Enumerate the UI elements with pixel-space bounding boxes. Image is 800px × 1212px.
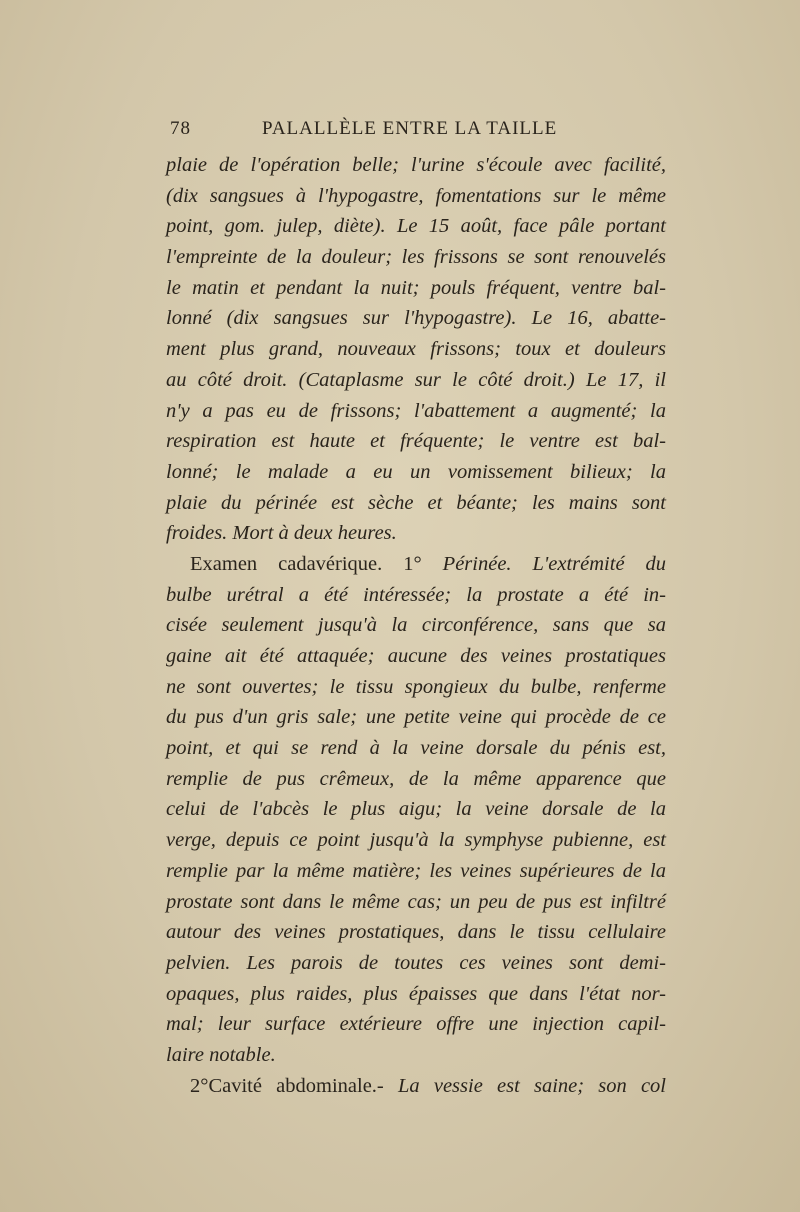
text-line: opaques, plus raides, plus épaisses que dans l'état nor- (166, 982, 666, 1005)
text-line: n'y a pas eu de frissons; l'abattement a augmenté; la (166, 399, 666, 422)
text-line: au côté droit. (Cataplasme sur le côté droit.) Le 17, il (166, 368, 666, 391)
page-header (170, 118, 668, 146)
text-line: du pus d'un gris sale; une petite veine qui procède de ce (166, 706, 666, 729)
text-line: mal; leur surface extérieure offre une injection capil- (166, 1013, 666, 1036)
page-body (166, 150, 666, 1101)
text-line: remplie de pus crêmeux, de la même apparence que (166, 767, 666, 790)
text-line: froides. Mort à deux heures. (166, 522, 397, 545)
text-line: bulbe urétral a été intéressée; la prostate a été in- (166, 583, 666, 606)
text-line: laire notable. (166, 1043, 276, 1066)
text-line: plaie de l'opération belle; l'urine s'écoule avec facilité, (166, 154, 666, 176)
running-title: PALALLÈLE ENTRE LA TAILLE (262, 118, 558, 139)
section-lead: La vessie est saine; son col (397, 1074, 667, 1097)
section-marker: 2° (190, 1074, 209, 1097)
section-examen-first-line (166, 549, 666, 580)
section-abdominale-first-line (166, 1071, 666, 1102)
section-heading-abdominale: Cavité abdominale.- (208, 1074, 384, 1097)
text-line: respiration est haute et fréquente; le ventre est bal- (166, 430, 666, 453)
text-line: l'empreinte de la douleur; les frissons se sont renouvelés (166, 246, 666, 269)
text-line: cisée seulement jusqu'à la circonférence, sans que sa (166, 614, 666, 637)
text-line: point, gom. julep, diète). Le 15 août, face pâle portant (166, 215, 666, 238)
section-lead: Périnée. L'extrémité du (442, 552, 667, 575)
text-line: lonné; le malade a eu un vomissement bilieux; la (166, 460, 666, 483)
text-line: plaie du périnée est sèche et béante; les mains sont (166, 491, 666, 514)
text-line: le matin et pendant la nuit; pouls fréquent, ventre bal- (166, 276, 666, 299)
text-line: pelvien. Les parois de toutes ces veines sont demi- (166, 951, 666, 974)
text-line: remplie par la même matière; les veines supérieures de la (166, 859, 666, 882)
section-marker: 1° (403, 552, 443, 575)
text-line: (dix sangsues à l'hypogastre, fomentations sur le même (166, 184, 666, 207)
text-line: prostate sont dans le même cas; un peu de pus est infiltré (166, 890, 666, 913)
text-line: ne sont ouvertes; le tissu spongieux du bulbe, renferme (166, 675, 666, 698)
text-line: ment plus grand, nouveaux frissons; toux et douleurs (166, 338, 666, 361)
text-line: point, et qui se rend à la veine dorsale du pénis est, (166, 737, 666, 760)
section-heading-examen: Examen cadavérique. (190, 552, 383, 575)
page-number: 78 (170, 118, 191, 139)
text-line: verge, depuis ce point jusqu'à la symphyse pubienne, est (166, 829, 666, 852)
text-line: celui de l'abcès le plus aigu; la veine dorsale de la (166, 798, 666, 821)
text-line: gaine ait été attaquée; aucune des veines prostatiques (166, 645, 666, 667)
text-line: autour des veines prostatiques, dans le tissu cellulaire (166, 921, 666, 944)
text-line: lonné (dix sangsues sur l'hypogastre). Le 16, abatte- (166, 307, 666, 330)
